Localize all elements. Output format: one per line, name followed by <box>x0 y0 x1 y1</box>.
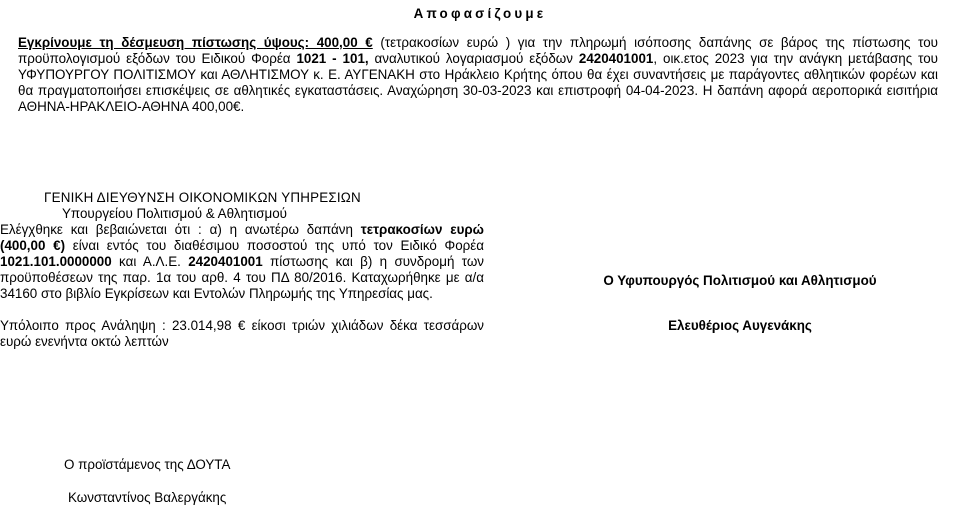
verification-text-part: πίστωσης και β) η συνδρομή των προϋποθέσεων της παρ. 1α του αρθ. 4 του ΠΔ 80/2016. Καταχωρήθηκε με α/α 34160 στο βιβλίο Εγκρίσεων και Εντολών Πληρωμής της Υπηρεσίας μας. <box>0 254 484 301</box>
decision-text-part: αναλυτικού λογαριασμού εξόδων <box>368 51 579 66</box>
verification-text-part: Ελέγχθηκε και βεβαιώνεται ότι : α) η ανωτέρω δαπάνη <box>0 222 361 237</box>
ale-code: 2420401001 <box>188 254 263 269</box>
verification-text-part: είναι εντός του διαθέσιμου ποσοστού της υπό τον Ειδικό Φορέα <box>65 238 485 253</box>
remaining-balance: Υπόλοιπο προς Ανάληψη : 23.014,98 € είκοσι τριών χιλιάδων δέκα τεσσάρων ευρώ ενενήντα οκτώ λεπτών <box>0 318 484 349</box>
minister-name: Ελευθέριος Αυγενάκης <box>668 318 812 333</box>
head-official-name: Κωνσταντίνος Βαλεργάκης <box>68 490 227 505</box>
decision-paragraph <box>18 35 938 115</box>
approval-amount: Εγκρίνουμε τη δέσμευση πίστωσης ύψους: 400,00 € <box>18 35 373 50</box>
special-agency-code: 1021.101.0000000 <box>0 254 112 269</box>
verification-text <box>0 222 484 302</box>
minister-signature-block <box>520 273 960 334</box>
agency-code: 1021 - 101, <box>296 51 369 66</box>
verification-text-part: και Α.Λ.Ε. <box>111 254 189 269</box>
document-heading: Αποφασίζουμε <box>413 6 547 21</box>
verified-amount: τετρακοσίων ευρώ (400,00 €) <box>0 222 484 253</box>
decision-text-part: , οικ.ετος 2023 για την ανάγκη μετάβασης του ΥΦΥΠΟΥΡΓΟΥ ΠΟΛΙΤΙΣΜΟΥ και ΑΘΛΗΤΙΣΜΟΥ κ. Ε. ΑΥΓΕΝΑΚΗ στο Ηράκλειο Κρήτης όπου θα έχει συναντήσεις με παράγοντες αθλητικών φορέων και θα πραγματοποιήσει επισκέψεις σε αθλητικές εγκαταστάσεις. Αναχώρηση 30-03-2023 και επιστροφή 04-04-2023. Η δαπάνη αφορά αεροπορικά εισιτήρια ΑΘΗΝΑ-ΗΡΑΚΛΕΙΟ-ΑΘΗΝΑ 400,00€. <box>18 51 938 114</box>
decision-text-part: (τετρακοσίων ευρώ ) για την πληρωμή ισόποσης δαπάνης σε βάρος της πίστωσης του προϋπολογισμού εξόδων του Ειδικού Φορέα <box>18 35 938 66</box>
head-official-title: Ο προϊστάμενος της ΔΟΥΤΑ <box>64 457 231 472</box>
ministry-subtitle: Υπουργείου Πολιτισμού & Αθλητισμού <box>62 206 287 221</box>
expense-account-code: 2420401001 <box>578 51 654 66</box>
finance-directorate-title: ΓΕΝΙΚΗ ΔΙΕΥΘΥΝΣΗ ΟΙΚΟΝΟΜΙΚΩΝ ΥΠΗΡΕΣΙΩΝ <box>44 190 361 205</box>
decision-text <box>18 35 938 115</box>
minister-title: Ο Υφυπουργός Πολιτισμού και Αθλητισμού <box>603 273 877 288</box>
finance-verification-block <box>0 190 484 350</box>
